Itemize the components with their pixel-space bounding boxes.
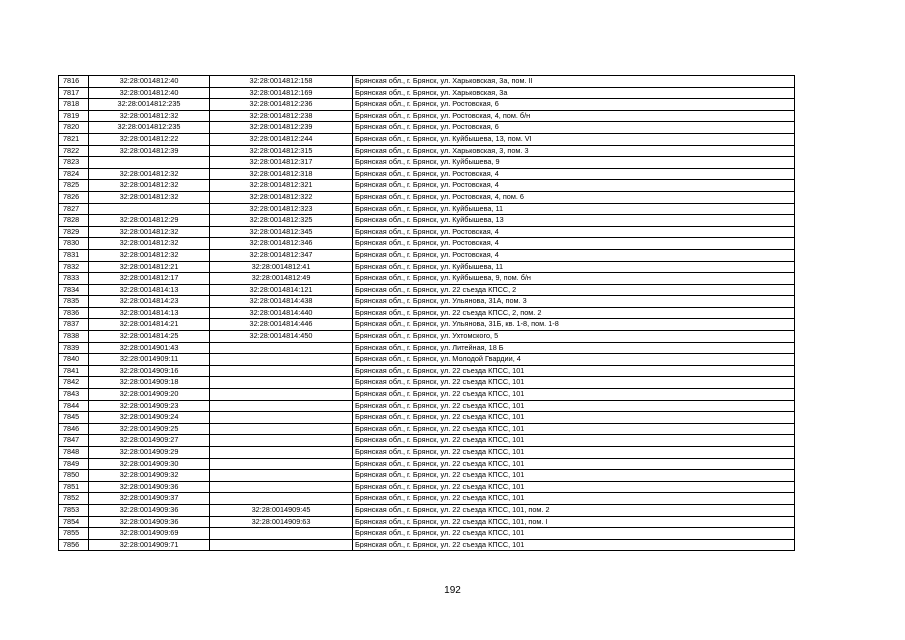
table-row [59,180,795,192]
parcel-cadastral-number-cell: 32:28:0014812:32 [89,238,210,250]
table-row [59,249,795,261]
row-number-cell: 7848 [59,447,89,459]
parcel-cadastral-number-cell: 32:28:0014909:36 [89,481,210,493]
parcel-cadastral-number-cell: 32:28:0014909:36 [89,516,210,528]
registry-table-body [59,76,795,551]
object-cadastral-number-cell: 32:28:0014812:318 [210,168,353,180]
parcel-cadastral-number-cell: 32:28:0014909:32 [89,470,210,482]
address-cell: Брянская обл., г. Брянск, ул. Ульянова, 31А, пом. 3 [353,296,795,308]
address-cell: Брянская обл., г. Брянск, ул. Ростовская, 6 [353,122,795,134]
table-row [59,470,795,482]
parcel-cadastral-number-cell [89,157,210,169]
address-cell: Брянская обл., г. Брянск, ул. Куйбышева, 13 [353,215,795,227]
table-row [59,284,795,296]
object-cadastral-number-cell: 32:28:0014909:45 [210,504,353,516]
parcel-cadastral-number-cell: 32:28:0014814:25 [89,331,210,343]
object-cadastral-number-cell [210,493,353,505]
object-cadastral-number-cell: 32:28:0014814:438 [210,296,353,308]
object-cadastral-number-cell [210,342,353,354]
address-cell: Брянская обл., г. Брянск, ул. 22 съезда КПСС, 2 [353,284,795,296]
parcel-cadastral-number-cell: 32:28:0014812:32 [89,180,210,192]
address-cell: Брянская обл., г. Брянск, ул. Ухтомского, 5 [353,331,795,343]
row-number-cell: 7852 [59,493,89,505]
table-row [59,238,795,250]
parcel-cadastral-number-cell: 32:28:0014909:25 [89,423,210,435]
table-row [59,168,795,180]
table-row [59,377,795,389]
object-cadastral-number-cell: 32:28:0014814:450 [210,331,353,343]
row-number-cell: 7818 [59,99,89,111]
object-cadastral-number-cell [210,389,353,401]
address-cell: Брянская обл., г. Брянск, ул. 22 съезда КПСС, 101 [353,400,795,412]
parcel-cadastral-number-cell [89,203,210,215]
parcel-cadastral-number-cell: 32:28:0014909:11 [89,354,210,366]
address-cell: Брянская обл., г. Брянск, ул. 22 съезда КПСС, 101 [353,412,795,424]
object-cadastral-number-cell: 32:28:0014812:49 [210,273,353,285]
page-number: 192 [444,585,461,596]
parcel-cadastral-number-cell: 32:28:0014812:32 [89,249,210,261]
address-cell: Брянская обл., г. Брянск, ул. 22 съезда КПСС, 101 [353,365,795,377]
row-number-cell: 7831 [59,249,89,261]
parcel-cadastral-number-cell: 32:28:0014812:29 [89,215,210,227]
table-row [59,122,795,134]
row-number-cell: 7841 [59,365,89,377]
table-row [59,145,795,157]
object-cadastral-number-cell: 32:28:0014812:315 [210,145,353,157]
parcel-cadastral-number-cell: 32:28:0014909:18 [89,377,210,389]
address-cell: Брянская обл., г. Брянск, ул. Ростовская, 6 [353,99,795,111]
object-cadastral-number-cell [210,539,353,551]
table-row [59,458,795,470]
address-cell: Брянская обл., г. Брянск, ул. Ростовская, 4, пом. б/н [353,110,795,122]
address-cell: Брянская обл., г. Брянск, ул. 22 съезда КПСС, 101 [353,389,795,401]
parcel-cadastral-number-cell: 32:28:0014812:22 [89,133,210,145]
address-cell: Брянская обл., г. Брянск, ул. Ростовская, 4 [353,238,795,250]
row-number-cell: 7833 [59,273,89,285]
object-cadastral-number-cell: 32:28:0014812:158 [210,76,353,88]
object-cadastral-number-cell: 32:28:0014812:317 [210,157,353,169]
object-cadastral-number-cell: 32:28:0014812:345 [210,226,353,238]
parcel-cadastral-number-cell: 32:28:0014812:21 [89,261,210,273]
parcel-cadastral-number-cell: 32:28:0014909:30 [89,458,210,470]
table-row [59,307,795,319]
row-number-cell: 7817 [59,87,89,99]
address-cell: Брянская обл., г. Брянск, ул. Харьковская, 3а, пом. II [353,76,795,88]
parcel-cadastral-number-cell: 32:28:0014909:71 [89,539,210,551]
parcel-cadastral-number-cell: 32:28:0014812:40 [89,76,210,88]
object-cadastral-number-cell: 32:28:0014812:239 [210,122,353,134]
object-cadastral-number-cell: 32:28:0014814:446 [210,319,353,331]
address-cell: Брянская обл., г. Брянск, ул. 22 съезда КПСС, 101 [353,447,795,459]
row-number-cell: 7830 [59,238,89,250]
parcel-cadastral-number-cell: 32:28:0014909:24 [89,412,210,424]
parcel-cadastral-number-cell: 32:28:0014909:29 [89,447,210,459]
object-cadastral-number-cell [210,377,353,389]
address-cell: Брянская обл., г. Брянск, ул. 22 съезда КПСС, 101 [353,377,795,389]
table-row [59,493,795,505]
address-cell: Брянская обл., г. Брянск, ул. 22 съезда КПСС, 101 [353,435,795,447]
address-cell: Брянская обл., г. Брянск, ул. Харьковская, 3, пом. 3 [353,145,795,157]
row-number-cell: 7834 [59,284,89,296]
table-row [59,389,795,401]
address-cell: Брянская обл., г. Брянск, ул. Харьковская, 3а [353,87,795,99]
parcel-cadastral-number-cell: 32:28:0014812:235 [89,99,210,111]
address-cell: Брянская обл., г. Брянск, ул. Молодой Гвардии, 4 [353,354,795,366]
row-number-cell: 7837 [59,319,89,331]
table-row [59,87,795,99]
object-cadastral-number-cell [210,470,353,482]
object-cadastral-number-cell [210,458,353,470]
parcel-cadastral-number-cell: 32:28:0014812:235 [89,122,210,134]
table-row [59,226,795,238]
row-number-cell: 7824 [59,168,89,180]
row-number-cell: 7843 [59,389,89,401]
row-number-cell: 7847 [59,435,89,447]
table-row [59,481,795,493]
object-cadastral-number-cell: 32:28:0014814:121 [210,284,353,296]
address-cell: Брянская обл., г. Брянск, ул. 22 съезда КПСС, 101 [353,528,795,540]
table-row [59,504,795,516]
address-cell: Брянская обл., г. Брянск, ул. 22 съезда КПСС, 101 [353,458,795,470]
address-cell: Брянская обл., г. Брянск, ул. 22 съезда КПСС, 101, пом. I [353,516,795,528]
table-row [59,354,795,366]
row-number-cell: 7827 [59,203,89,215]
table-row [59,76,795,88]
address-cell: Брянская обл., г. Брянск, ул. Ростовская, 4 [353,180,795,192]
object-cadastral-number-cell: 32:28:0014812:244 [210,133,353,145]
object-cadastral-number-cell: 32:28:0014812:169 [210,87,353,99]
address-cell: Брянская обл., г. Брянск, ул. Куйбышева, 9 [353,157,795,169]
parcel-cadastral-number-cell: 32:28:0014812:32 [89,226,210,238]
address-cell: Брянская обл., г. Брянск, ул. 22 съезда КПСС, 101, пом. 2 [353,504,795,516]
row-number-cell: 7842 [59,377,89,389]
row-number-cell: 7821 [59,133,89,145]
row-number-cell: 7846 [59,423,89,435]
table-row [59,516,795,528]
parcel-cadastral-number-cell: 32:28:0014814:21 [89,319,210,331]
parcel-cadastral-number-cell: 32:28:0014814:13 [89,284,210,296]
object-cadastral-number-cell [210,365,353,377]
parcel-cadastral-number-cell: 32:28:0014909:69 [89,528,210,540]
parcel-cadastral-number-cell: 32:28:0014812:17 [89,273,210,285]
object-cadastral-number-cell [210,435,353,447]
row-number-cell: 7855 [59,528,89,540]
parcel-cadastral-number-cell: 32:28:0014812:40 [89,87,210,99]
table-row [59,539,795,551]
address-cell: Брянская обл., г. Брянск, ул. Ульянова, 31Б, кв. 1-8, пом. 1-8 [353,319,795,331]
address-cell: Брянская обл., г. Брянск, ул. Ростовская, 4, пом. 6 [353,191,795,203]
object-cadastral-number-cell: 32:28:0014812:323 [210,203,353,215]
object-cadastral-number-cell: 32:28:0014812:347 [210,249,353,261]
parcel-cadastral-number-cell: 32:28:0014812:32 [89,191,210,203]
object-cadastral-number-cell [210,354,353,366]
object-cadastral-number-cell: 32:28:0014812:325 [210,215,353,227]
row-number-cell: 7838 [59,331,89,343]
row-number-cell: 7845 [59,412,89,424]
address-cell: Брянская обл., г. Брянск, ул. Литейная, 18 Б [353,342,795,354]
table-row [59,365,795,377]
parcel-cadastral-number-cell: 32:28:0014909:20 [89,389,210,401]
row-number-cell: 7835 [59,296,89,308]
table-row [59,435,795,447]
table-row [59,423,795,435]
object-cadastral-number-cell [210,412,353,424]
row-number-cell: 7851 [59,481,89,493]
table-row [59,203,795,215]
row-number-cell: 7839 [59,342,89,354]
address-cell: Брянская обл., г. Брянск, ул. Куйбышева, 11 [353,261,795,273]
parcel-cadastral-number-cell: 32:28:0014814:23 [89,296,210,308]
parcel-cadastral-number-cell: 32:28:0014812:32 [89,110,210,122]
table-row [59,447,795,459]
parcel-cadastral-number-cell: 32:28:0014909:27 [89,435,210,447]
row-number-cell: 7849 [59,458,89,470]
row-number-cell: 7850 [59,470,89,482]
address-cell: Брянская обл., г. Брянск, ул. 22 съезда КПСС, 101 [353,481,795,493]
address-cell: Брянская обл., г. Брянск, ул. 22 съезда КПСС, 101 [353,423,795,435]
table-row [59,215,795,227]
row-number-cell: 7826 [59,191,89,203]
row-number-cell: 7832 [59,261,89,273]
object-cadastral-number-cell: 32:28:0014814:440 [210,307,353,319]
row-number-cell: 7829 [59,226,89,238]
table-row [59,99,795,111]
object-cadastral-number-cell: 32:28:0014812:322 [210,191,353,203]
row-number-cell: 7823 [59,157,89,169]
table-row [59,133,795,145]
property-registry-table [58,75,795,551]
table-row [59,157,795,169]
object-cadastral-number-cell: 32:28:0014812:346 [210,238,353,250]
table-row [59,273,795,285]
row-number-cell: 7819 [59,110,89,122]
parcel-cadastral-number-cell: 32:28:0014814:13 [89,307,210,319]
table-row [59,296,795,308]
address-cell: Брянская обл., г. Брянск, ул. Ростовская, 4 [353,168,795,180]
object-cadastral-number-cell: 32:28:0014812:41 [210,261,353,273]
parcel-cadastral-number-cell: 32:28:0014901:43 [89,342,210,354]
parcel-cadastral-number-cell: 32:28:0014812:39 [89,145,210,157]
address-cell: Брянская обл., г. Брянск, ул. Куйбышева, 13, пом. VI [353,133,795,145]
row-number-cell: 7825 [59,180,89,192]
object-cadastral-number-cell [210,528,353,540]
object-cadastral-number-cell: 32:28:0014812:321 [210,180,353,192]
row-number-cell: 7844 [59,400,89,412]
table-row [59,191,795,203]
row-number-cell: 7828 [59,215,89,227]
address-cell: Брянская обл., г. Брянск, ул. 22 съезда КПСС, 101 [353,539,795,551]
row-number-cell: 7816 [59,76,89,88]
parcel-cadastral-number-cell: 32:28:0014909:23 [89,400,210,412]
row-number-cell: 7856 [59,539,89,551]
table-row [59,528,795,540]
address-cell: Брянская обл., г. Брянск, ул. Куйбышева, 9, пом. б/н [353,273,795,285]
parcel-cadastral-number-cell: 32:28:0014909:16 [89,365,210,377]
row-number-cell: 7822 [59,145,89,157]
row-number-cell: 7820 [59,122,89,134]
table-row [59,342,795,354]
object-cadastral-number-cell: 32:28:0014909:63 [210,516,353,528]
address-cell: Брянская обл., г. Брянск, ул. 22 съезда КПСС, 2, пом. 2 [353,307,795,319]
object-cadastral-number-cell [210,400,353,412]
parcel-cadastral-number-cell: 32:28:0014909:37 [89,493,210,505]
address-cell: Брянская обл., г. Брянск, ул. Ростовская, 4 [353,226,795,238]
table-row [59,319,795,331]
table-row [59,261,795,273]
object-cadastral-number-cell [210,423,353,435]
object-cadastral-number-cell: 32:28:0014812:236 [210,99,353,111]
row-number-cell: 7836 [59,307,89,319]
address-cell: Брянская обл., г. Брянск, ул. Куйбышева, 11 [353,203,795,215]
row-number-cell: 7854 [59,516,89,528]
parcel-cadastral-number-cell: 32:28:0014909:36 [89,504,210,516]
row-number-cell: 7840 [59,354,89,366]
address-cell: Брянская обл., г. Брянск, ул. 22 съезда КПСС, 101 [353,470,795,482]
object-cadastral-number-cell [210,447,353,459]
parcel-cadastral-number-cell: 32:28:0014812:32 [89,168,210,180]
object-cadastral-number-cell [210,481,353,493]
object-cadastral-number-cell: 32:28:0014812:238 [210,110,353,122]
table-row [59,412,795,424]
row-number-cell: 7853 [59,504,89,516]
table-row [59,331,795,343]
address-cell: Брянская обл., г. Брянск, ул. Ростовская, 4 [353,249,795,261]
address-cell: Брянская обл., г. Брянск, ул. 22 съезда КПСС, 101 [353,493,795,505]
table-row [59,400,795,412]
table-row [59,110,795,122]
